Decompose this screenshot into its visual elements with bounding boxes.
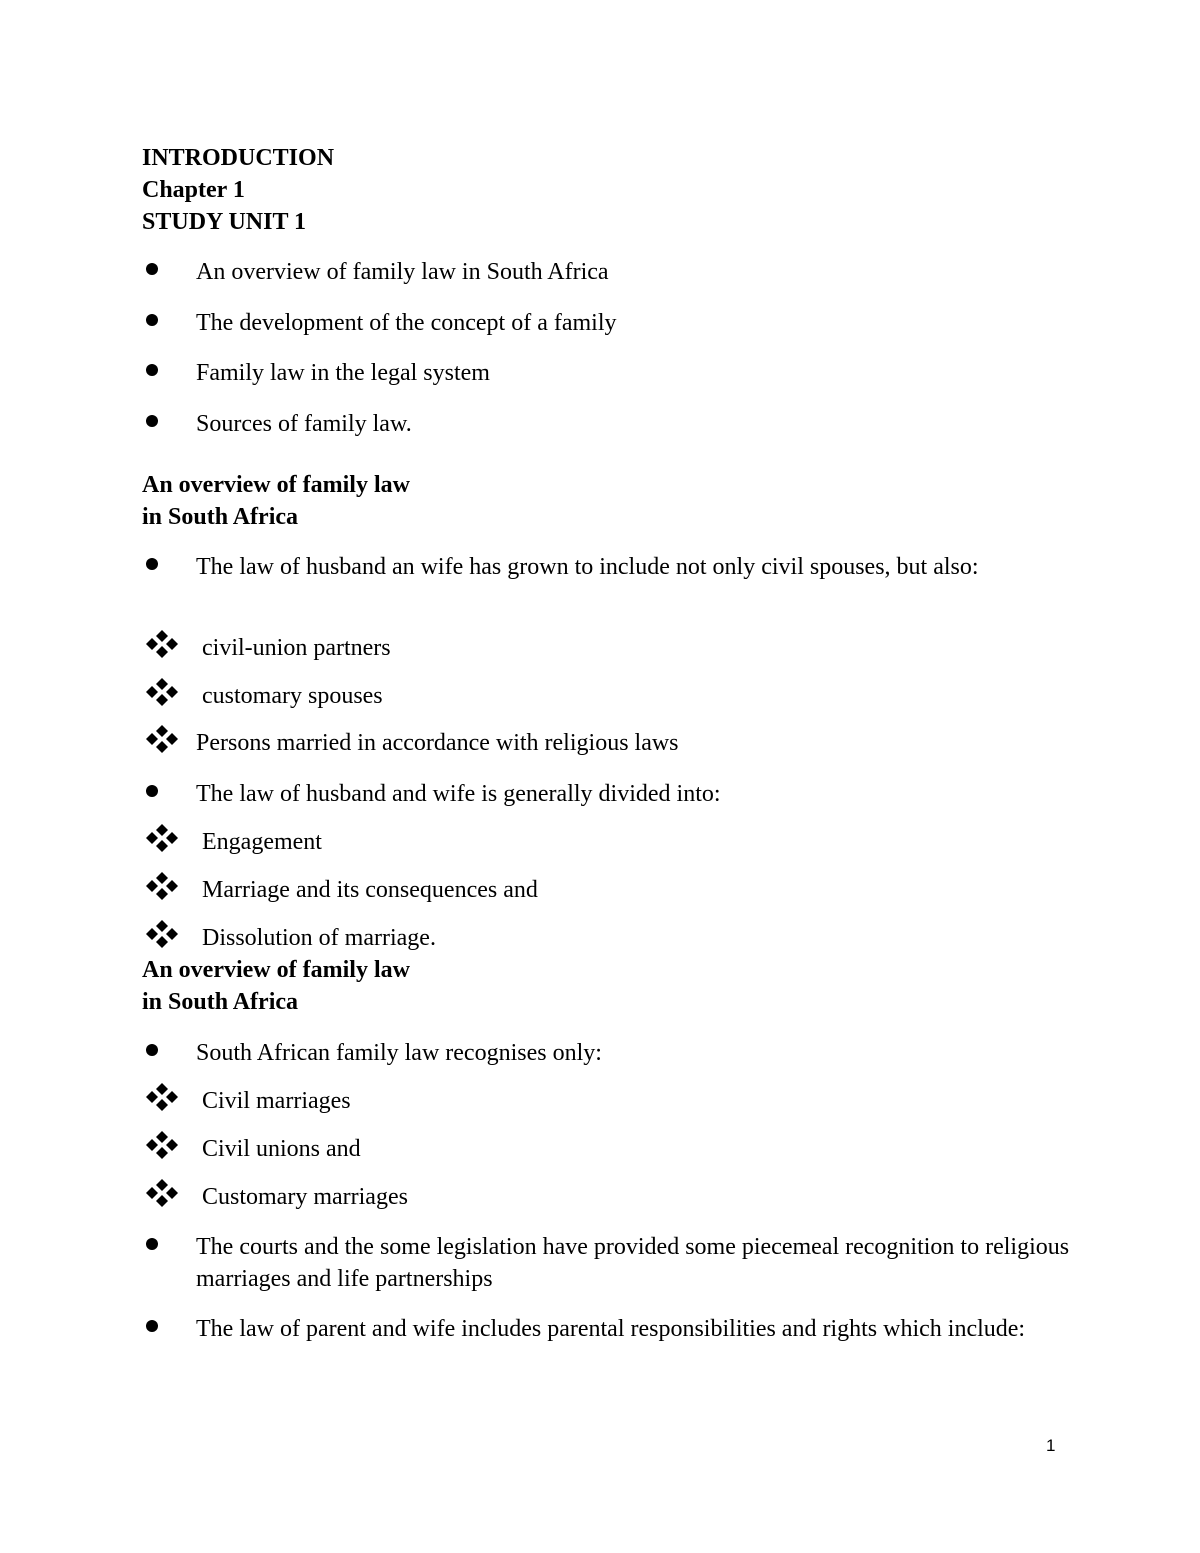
sub-list-item-text: Civil marriages <box>202 1088 351 1114</box>
sub-list-item-text: civil-union partners <box>202 635 391 661</box>
list-item-text: South African family law recognises only: <box>196 1040 602 1066</box>
section-title: An overview of family law <box>142 472 410 498</box>
diamond-bullet-icon <box>144 1177 180 1213</box>
list-item-text: The courts and the some legislation have provided some piecemeal recognition to religious marriages and life partnerships <box>196 1234 1070 1292</box>
sub-list-item <box>142 1181 1082 1213</box>
diamond-bullet-icon <box>144 822 180 858</box>
bullet-icon <box>146 558 158 570</box>
bullet-icon <box>146 785 158 797</box>
diamond-bullet-icon <box>144 870 180 906</box>
list-item <box>142 1313 1082 1345</box>
outline-item <box>142 357 1082 389</box>
sub-list-item <box>142 727 1082 759</box>
bullet-icon <box>146 314 158 326</box>
list-item <box>142 1231 1082 1295</box>
bullet-icon <box>146 1320 158 1332</box>
outline-item-text: Sources of family law. <box>196 411 412 437</box>
list-item <box>142 778 1082 810</box>
sub-list-item <box>142 1085 1082 1117</box>
list-item-text: The law of parent and wife includes parental responsibilities and rights which include: <box>196 1316 1026 1342</box>
sub-list-item-text: Dissolution of marriage. <box>202 925 436 951</box>
sub-list-item <box>142 826 1082 858</box>
chapter-heading: Chapter 1 <box>142 177 245 203</box>
diamond-bullet-icon <box>144 676 180 712</box>
sub-list-item <box>142 922 1082 954</box>
diamond-bullet-icon <box>144 1129 180 1165</box>
outline-item-text: Family law in the legal system <box>196 360 490 386</box>
list-item <box>142 551 1082 583</box>
outline-item <box>142 408 1082 440</box>
diamond-bullet-icon <box>144 723 180 759</box>
outline-item <box>142 256 1082 288</box>
sub-list-item-text: Persons married in accordance with religious laws <box>196 730 679 756</box>
diamond-bullet-icon <box>144 628 180 664</box>
section-title: An overview of family law <box>142 957 410 983</box>
sub-list-item-text: customary spouses <box>202 683 383 709</box>
sub-list-item-text: Engagement <box>202 829 322 855</box>
diamond-bullet-icon <box>144 918 180 954</box>
diamond-bullet-icon <box>144 1081 180 1117</box>
study-unit-heading: STUDY UNIT 1 <box>142 209 307 235</box>
sub-list-item-text: Marriage and its consequences and <box>202 877 538 903</box>
sub-list-item-text: Civil unions and <box>202 1136 361 1162</box>
bullet-icon <box>146 415 158 427</box>
bullet-icon <box>146 263 158 275</box>
sub-list-item <box>142 632 1082 664</box>
intro-heading: INTRODUCTION <box>142 145 335 171</box>
outline-item-text: The development of the concept of a family <box>196 310 617 336</box>
sub-list-item <box>142 680 1082 712</box>
sub-list-item-text: Customary marriages <box>202 1184 408 1210</box>
bullet-icon <box>146 1044 158 1056</box>
outline-item <box>142 307 1082 339</box>
bullet-icon <box>146 364 158 376</box>
section-title: in South Africa <box>142 989 299 1015</box>
list-item-text: The law of husband an wife has grown to include not only civil spouses, but also: <box>196 554 979 580</box>
list-item-text: The law of husband and wife is generally divided into: <box>196 781 721 807</box>
page-number: 1 <box>1046 1436 1056 1455</box>
sub-list-item <box>142 1133 1082 1165</box>
section-title: in South Africa <box>142 504 299 530</box>
list-item <box>142 1037 1082 1069</box>
outline-item-text: An overview of family law in South Africa <box>196 259 609 285</box>
sub-list-item <box>142 874 1082 906</box>
bullet-icon <box>146 1238 158 1250</box>
